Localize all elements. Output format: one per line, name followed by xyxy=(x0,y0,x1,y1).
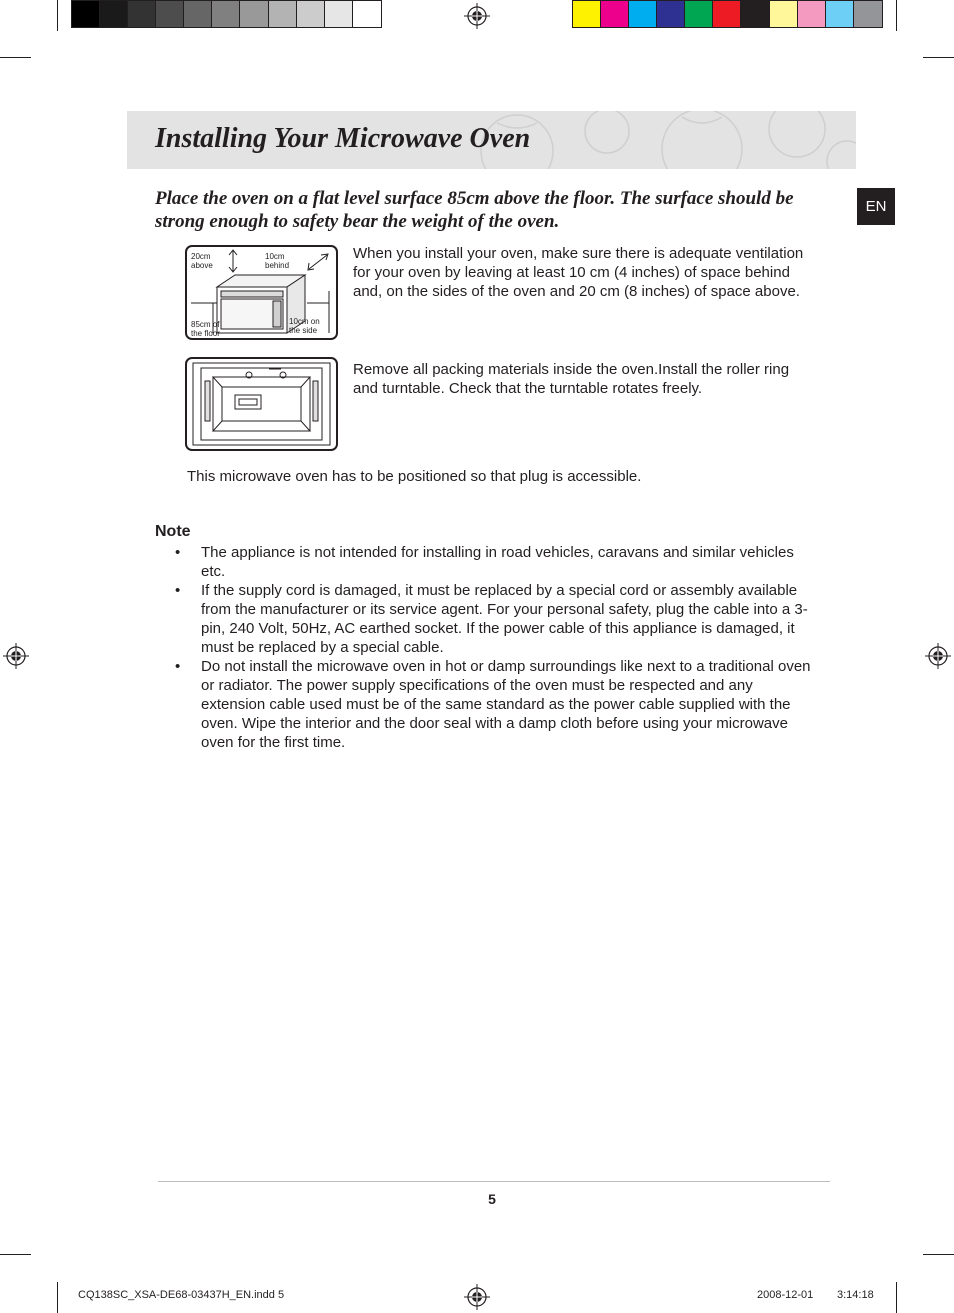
registration-mark-top-icon xyxy=(464,3,490,29)
crop-mark-bottom-left-h xyxy=(0,1254,31,1255)
note-item xyxy=(155,543,820,581)
registration-mark-left-icon xyxy=(3,643,29,669)
slug-date: 2008-12-01 xyxy=(757,1289,814,1301)
color-swatch xyxy=(601,1,629,27)
note-item-text: Do not install the microwave oven in hot or damp surroundings like next to a traditional oven or radiator. The power supply specifications of the oven must be respected and any extension cable used must be of the same standard as the power cable supplied with the oven. Wipe the interior and the door seal with a damp cloth before using your microwave oven for the first time. xyxy=(201,658,811,751)
page-title: Installing Your Microwave Oven xyxy=(155,123,531,154)
color-swatch xyxy=(685,1,713,27)
label-above-line2: above xyxy=(191,261,213,270)
note-item-text: If the supply cord is damaged, it must be replaced by a special cord or assembly available from the manufacturer or its service agent. For your personal safety, plug the cable into a 3-pin, 240 Volt, 50Hz, AC earthed socket. If the power cable of this appliance is damaged, it must be replaced by a special cable. xyxy=(201,582,808,656)
color-swatch xyxy=(657,1,685,27)
color-swatch xyxy=(741,1,769,27)
color-swatch xyxy=(269,1,297,27)
note-item xyxy=(155,657,820,752)
color-swatch xyxy=(353,1,381,27)
color-swatch xyxy=(240,1,268,27)
label-above xyxy=(191,252,213,270)
label-floor-line2: the floor xyxy=(191,329,220,338)
note-item-text: The appliance is not intended for installing in road vehicles, caravans and similar vehicles etc. xyxy=(201,544,794,580)
color-swatch xyxy=(184,1,212,27)
crop-mark-bottom-right-v xyxy=(896,1282,897,1313)
label-side-line1: 10cm on xyxy=(289,317,320,326)
crop-mark-top-right-h xyxy=(923,57,954,58)
color-swatch xyxy=(713,1,741,27)
packing-text: Remove all packing materials inside the oven.Install the roller ring and turntable. Check that the turntable rotates freely. xyxy=(353,361,790,397)
bullet-icon: • xyxy=(175,658,181,675)
slug-time: 3:14:18 xyxy=(837,1289,874,1301)
bullet-icon: • xyxy=(175,544,181,561)
crop-mark-top-right-v xyxy=(896,0,897,31)
color-swatch xyxy=(325,1,353,27)
clearance-figure xyxy=(185,245,338,340)
color-swatch xyxy=(212,1,240,27)
subheading: Place the oven on a flat level surface 85cm above the floor. The surface should be strong enough to safety bear the weight of the oven. xyxy=(155,188,794,232)
color-swatch xyxy=(128,1,156,27)
color-swatch xyxy=(826,1,854,27)
registration-mark-right-icon xyxy=(925,643,951,669)
note-list xyxy=(155,543,820,752)
crop-mark-top-left-h xyxy=(0,57,31,58)
page-number: 5 xyxy=(488,1191,496,1207)
registration-mark-bottom-icon xyxy=(464,1284,490,1310)
label-floor xyxy=(191,320,220,338)
footer-divider xyxy=(158,1181,830,1182)
crop-mark-bottom-left-v xyxy=(57,1282,58,1313)
crop-mark-top-left-v xyxy=(57,0,58,31)
color-swatch xyxy=(770,1,798,27)
color-swatch xyxy=(629,1,657,27)
label-behind-line1: 10cm xyxy=(265,252,285,261)
label-side xyxy=(289,317,320,335)
color-swatch xyxy=(100,1,128,27)
color-swatch xyxy=(72,1,100,27)
slug-file-name: CQ138SC_XSA-DE68-03437H_EN.indd 5 xyxy=(78,1289,285,1301)
interior-figure xyxy=(185,357,338,451)
label-behind-line2: behind xyxy=(265,261,290,270)
label-side-line2: the side xyxy=(289,326,318,335)
color-swatch xyxy=(798,1,826,27)
crop-mark-bottom-right-h xyxy=(923,1254,954,1255)
color-swatch xyxy=(573,1,601,27)
grayscale-color-bar xyxy=(71,0,382,28)
note-heading: Note xyxy=(155,523,191,540)
ventilation-text: When you install your oven, make sure there is adequate ventilation for your oven by leaving at least 10 cm (4 inches) of space behind and, on the sides of the oven and 20 cm (8 inches) of space above. xyxy=(353,245,804,300)
language-tab: EN xyxy=(857,188,895,225)
section-header-band xyxy=(127,111,856,169)
label-behind xyxy=(265,252,289,270)
process-color-bar xyxy=(572,0,883,28)
note-item xyxy=(155,581,820,657)
color-swatch xyxy=(297,1,325,27)
accessibility-text: This microwave oven has to be positioned so that plug is accessible. xyxy=(187,468,642,485)
color-swatch xyxy=(156,1,184,27)
label-floor-line1: 85cm of xyxy=(191,320,220,329)
bullet-icon: • xyxy=(175,582,181,599)
label-above-line1: 20cm xyxy=(191,252,211,261)
oven-interior-illustration xyxy=(187,359,336,449)
color-swatch xyxy=(854,1,882,27)
